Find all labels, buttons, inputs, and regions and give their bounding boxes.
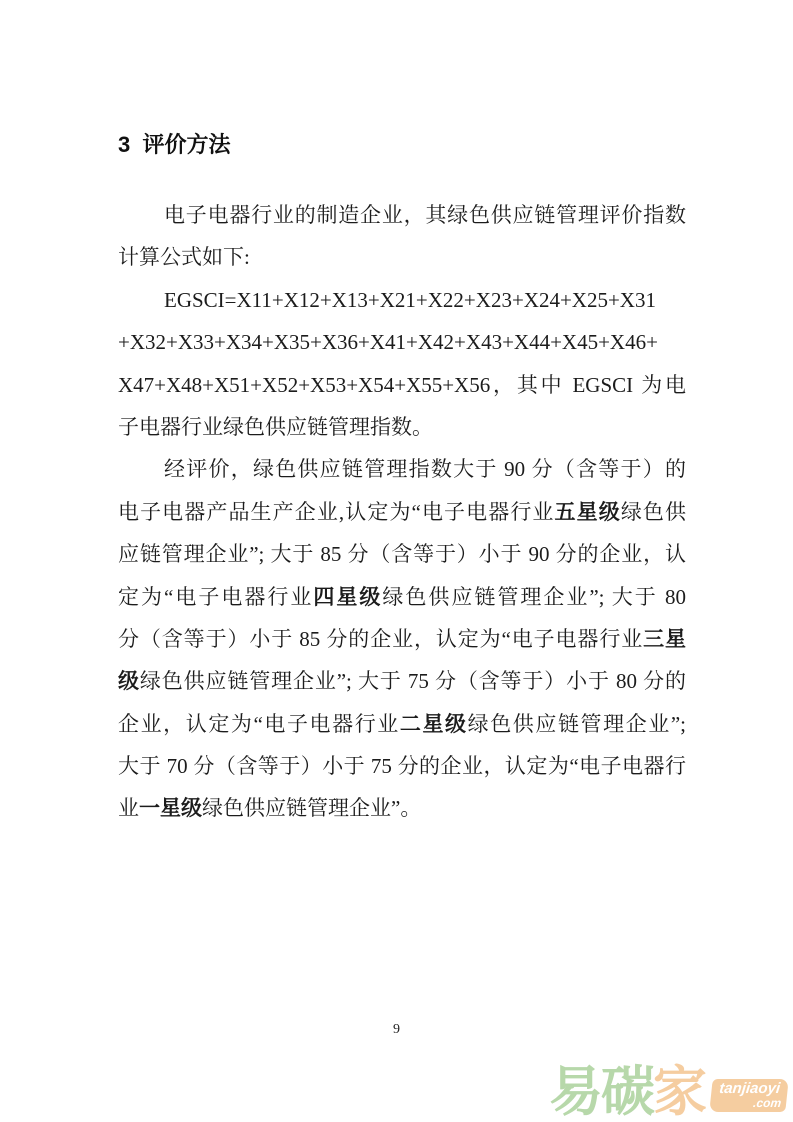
page-number: 9 xyxy=(393,1022,400,1037)
text-line xyxy=(118,745,686,787)
text-line xyxy=(118,618,686,660)
text-line xyxy=(118,406,686,448)
watermark-logo-orange: 家 xyxy=(653,1062,705,1122)
text-segment: 绿色供应链管理企业”; xyxy=(467,711,687,736)
watermark-badge-domain: tanjiaoyi xyxy=(718,1080,782,1097)
text-segment: 定为“电子电器行业 xyxy=(118,584,314,609)
text-segment: 子电器行业绿色供应链管理指数。 xyxy=(118,414,433,439)
text-segment: 电子电器行业的制造企业，其绿色供应链管理评价指数 xyxy=(164,203,686,227)
text-segment: 绿色供 xyxy=(620,499,686,524)
text-segment: 应链管理企业”; 大于 85 分（含等于）小于 90 分的企业，认 xyxy=(118,542,686,567)
text-segment-bold: 五星级 xyxy=(554,499,621,524)
section-heading: 3 评价方法 xyxy=(118,132,231,157)
text-segment: 大于 70 分（含等于）小于 75 分的企业，认定为“电子电器行 xyxy=(118,754,686,779)
text-segment: 绿色供应链管理企业”; 大于 80 xyxy=(382,584,687,609)
watermark-badge-tld: .com xyxy=(752,1096,782,1110)
text-line xyxy=(118,491,686,533)
text-segment-bold: 二星级 xyxy=(399,711,468,736)
text-segment: 计算公式如下: xyxy=(118,245,250,270)
text-segment: 分（含等于）小于 85 分的企业，认定为“电子电器行业 xyxy=(118,626,644,651)
text-line xyxy=(118,236,686,278)
text-segment: 经评价，绿色供应链管理指数大于 90 分（含等于）的 xyxy=(164,457,686,482)
text-line xyxy=(118,321,686,363)
text-line xyxy=(118,703,686,745)
text-segment-bold: 四星级 xyxy=(313,584,383,609)
text-line xyxy=(118,448,686,490)
text-segment-bold: 一星级 xyxy=(139,796,202,821)
text-segment: +X32+X33+X34+X35+X36+X41+X42+X43+X44+X45+X46+ xyxy=(118,330,658,355)
text-line xyxy=(118,660,686,702)
text-line xyxy=(118,533,686,575)
text-segment: X47+X48+X51+X52+X53+X54+X55+X56，其中 EGSCI 为电 xyxy=(118,372,686,397)
text-segment-bold: 级 xyxy=(118,669,140,694)
text-segment: 企业，认定为“电子电器行业 xyxy=(118,711,400,736)
text-segment: 电子电器产品生产企业,认定为“电子电器行业 xyxy=(118,499,555,524)
text-line xyxy=(118,364,686,406)
text-segment: EGSCI=X11+X12+X13+X21+X22+X23+X24+X25+X31 xyxy=(164,287,656,312)
watermark xyxy=(549,1050,791,1122)
watermark-badge xyxy=(709,1079,788,1112)
text-segment: 绿色供应链管理企业”; 大于 75 分（含等于）小于 80 分的 xyxy=(139,669,687,694)
text-line xyxy=(118,279,686,321)
text-line xyxy=(118,194,686,236)
text-segment: 业 xyxy=(118,796,139,821)
text-segment: 绿色供应链管理企业”。 xyxy=(202,796,422,821)
document-body xyxy=(118,194,686,830)
text-line xyxy=(118,576,686,618)
watermark-logo-green: 易碳 xyxy=(549,1062,653,1122)
text-segment-bold: 三星 xyxy=(643,626,687,651)
text-line xyxy=(118,787,686,829)
